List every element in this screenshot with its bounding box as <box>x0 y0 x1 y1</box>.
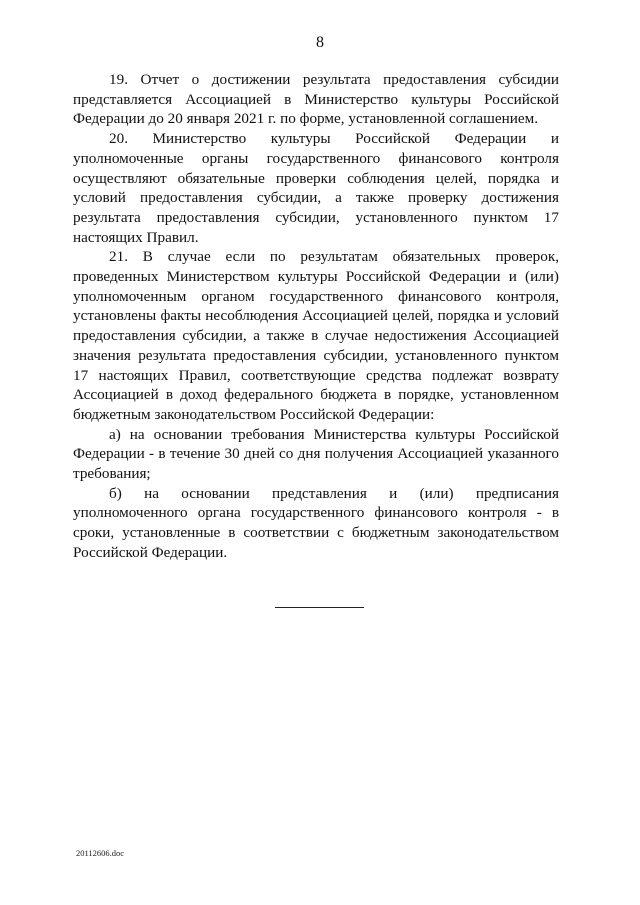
end-divider <box>275 607 364 608</box>
subparagraph-a: а) на основании требования Министерства культуры Российской Федерации - в течение 30 дней со дня получения Ассоциацией указанного требования; <box>73 425 559 483</box>
paragraph-19: 19. Отчет о достижении результата предоставления субсидии представляется Ассоциацией в Министерство культуры Российской Федерации до 20 января 2021 г. по форме, установленной соглашением. <box>73 71 559 128</box>
page-number: 8 <box>316 34 324 51</box>
subparagraph-b: б) на основании представления и (или) предписания уполномоченного органа государственного финансового контроля - в сроки, установленные в соответствии с бюджетным законодательством Российской Федерации. <box>73 484 559 561</box>
paragraph-21: 21. В случае если по результатам обязательных проверок, проведенных Министерством культуры Российской Федерации и (или) уполномоченным органом государственного финансового контроля, установлены факты несоблюдения Ассоциацией целей, порядка и условий предоставления субсидии, а также в случае недостижения Ассоциацией значения результата предоставления субсидии, установленного пунктом 17 настоящих Правил, соответствующие средства подлежат возврату Ассоциацией в доход федерального бюджета в порядке, установленном бюджетным законодательством Российской Федерации: <box>73 248 559 423</box>
footer-filename: 20112606.doc <box>76 848 125 858</box>
document-body <box>73 70 559 563</box>
paragraph-20: 20. Министерство культуры Российской Федерации и уполномоченные органы государственного финансового контроля осуществляют обязательные проверки соблюдения целей, порядка и условий предоставления субсидии, а также проверку достижения результата предоставления субсидии, установленного пунктом 17 настоящих Правил. <box>73 130 559 246</box>
